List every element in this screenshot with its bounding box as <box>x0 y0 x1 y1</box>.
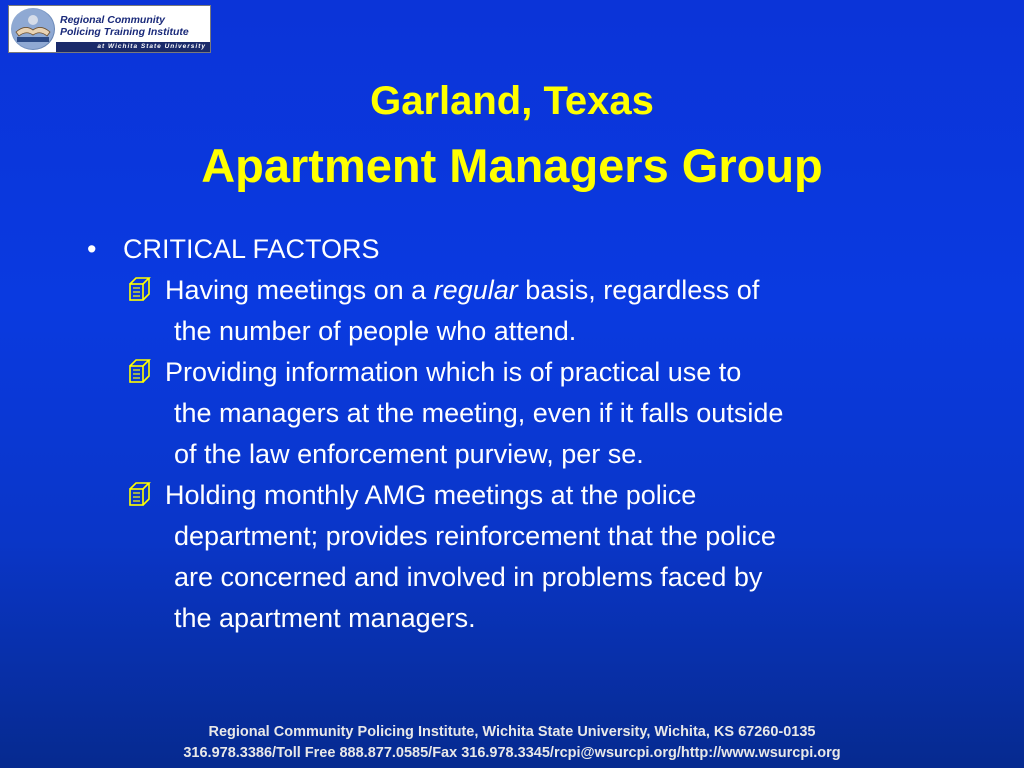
list-item <box>127 352 967 475</box>
handshake-emblem-icon <box>11 8 55 50</box>
bullet-critical-factors <box>87 229 380 270</box>
logo-subtitle: at Wichita State University <box>56 42 210 52</box>
item-text: Providing information which is of practical use to <box>165 357 742 387</box>
footer-contact: 316.978.3386/Toll Free 888.877.0585/Fax 316.978.3345/rcpi@wsurcpi.org/http://www.wsurcpi.org <box>183 745 841 761</box>
item-text: the number of people who attend. <box>174 316 577 346</box>
item-text: the managers at the meeting, even if it falls outside <box>174 398 784 428</box>
book-icon <box>127 479 155 507</box>
item-text: the apartment managers. <box>174 603 476 633</box>
bullet-dot: • <box>87 234 97 264</box>
logo-title-line1: Regional Community <box>60 14 166 26</box>
footer-address: Regional Community Policing Institute, Wichita State University, Wichita, KS 67260-0135 <box>208 724 816 740</box>
list-item <box>127 475 967 639</box>
item-text: department; provides reinforcement that the police <box>174 521 776 551</box>
item-text: basis, regardless of <box>517 275 760 305</box>
list-item <box>127 270 967 352</box>
item-text: are concerned and involved in problems faced by <box>174 562 763 592</box>
slide-title-line1: Garland, Texas <box>370 79 654 123</box>
item-text: of the law enforcement purview, per se. <box>174 439 644 469</box>
logo-title-line2: Policing Training Institute <box>60 26 189 38</box>
item-text: Having meetings on a <box>165 275 434 305</box>
book-icon <box>127 356 155 384</box>
bullet-label: CRITICAL FACTORS <box>123 234 380 264</box>
slide-title-line2: Apartment Managers Group <box>201 139 823 192</box>
item-emphasis: regular <box>433 275 518 305</box>
item-text: Holding monthly AMG meetings at the police <box>165 480 697 510</box>
institute-logo <box>8 5 211 53</box>
book-icon <box>127 274 155 302</box>
